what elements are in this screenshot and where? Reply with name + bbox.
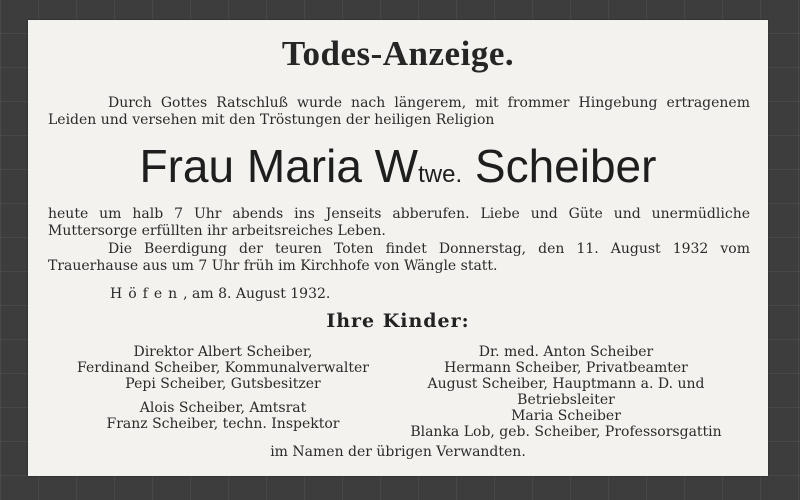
life-paragraph: heute um halb 7 Uhr abends ins Jenseits abberufen. Liebe und Güte und unermüdliche Muttersorge erfüllten ihr arbeitsreiches Leben.	[48, 206, 750, 239]
child-name: Hermann Scheiber, Privatbeamter	[444, 360, 688, 376]
notice-title: Todes-Anzeige.	[281, 34, 515, 73]
child-name: Franz Scheiber, techn. Inspektor	[106, 416, 340, 432]
children-list-right	[386, 344, 746, 440]
children-list-left	[48, 344, 398, 432]
child-name: Direktor Albert Scheiber,	[133, 344, 313, 360]
child-name: Dr. med. Anton Scheiber	[478, 344, 654, 360]
deceased-name	[28, 138, 768, 203]
place-date-line	[110, 286, 330, 302]
child-name: Blanka Lob, geb. Scheiber, Professorsgattin	[410, 424, 722, 440]
child-name: Ferdinand Scheiber, Kommunalverwalter	[77, 360, 369, 376]
child-name: Betriebsleiter	[517, 392, 615, 408]
child-name: Maria Scheiber	[511, 408, 621, 424]
intro-paragraph: Durch Gottes Ratschluß wurde nach längerem, mit frommer Hingebung ertragenem Leiden und versehen mit den Tröstungen der heiligen Religion	[48, 95, 750, 128]
funeral-paragraph: Die Beerdigung der teuren Toten findet Donnerstag, den 11. August 1932 vom Trauerhause aus um 7 Uhr früh im Kirchhofe von Wängle statt.	[48, 241, 750, 274]
spacer	[48, 392, 398, 400]
closing-line: im Namen der übrigen Verwandten.	[270, 444, 526, 460]
place-name: Höfen	[110, 286, 184, 302]
child-name: August Scheiber, Hauptmann a. D. und	[427, 376, 705, 392]
name-part-2: twe.	[418, 161, 463, 188]
name-part-1: Frau Maria W	[139, 140, 419, 192]
name-part-3: Scheiber	[462, 140, 657, 192]
notice-date: , am 8. August 1932.	[183, 286, 331, 302]
child-name: Alois Scheiber, Amtsrat	[139, 400, 307, 416]
obituary-notice	[28, 20, 768, 476]
children-heading: Ihre Kinder:	[326, 310, 470, 332]
child-name: Pepi Scheiber, Gutsbesitzer	[125, 376, 321, 392]
